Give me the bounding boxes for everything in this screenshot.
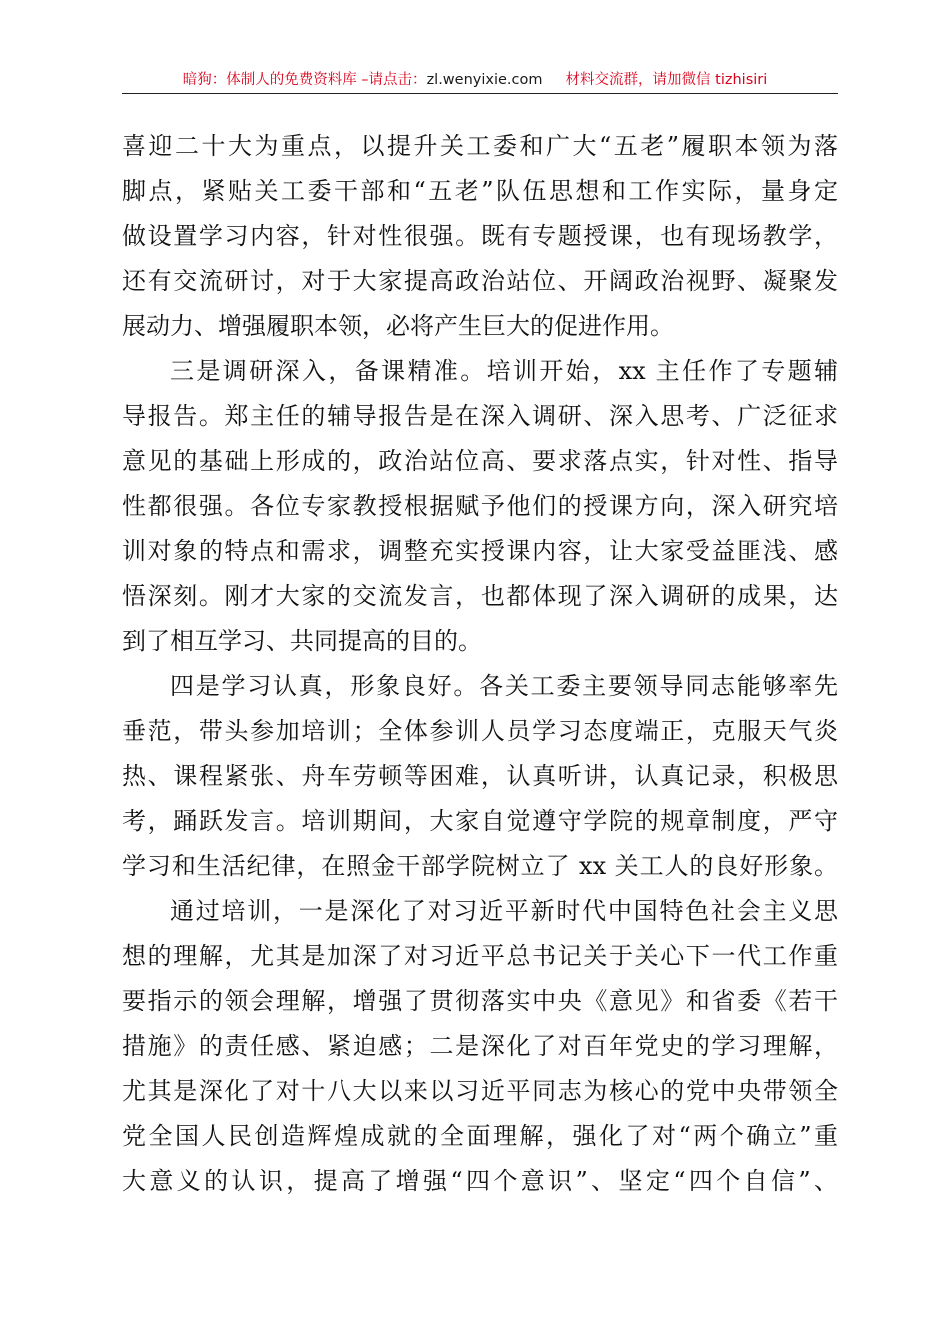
text-line: 垂范，带头参加培训；全体参训人员学习态度端正，克服天气炎 xyxy=(122,717,838,745)
page-header xyxy=(0,68,950,89)
header-contact: 材料交流群，请加微信 tizhisiri xyxy=(565,72,768,88)
text-line: 还有交流研讨，对于大家提高政治站位、开阔政治视野、凝聚发 xyxy=(122,267,838,295)
text-line: 学习和生活纪律，在照金干部学院树立了 xx 关工人的良好形象。 xyxy=(122,852,838,880)
text-line: 措施》的责任感、紧迫感；二是深化了对百年党史的学习理解， xyxy=(122,1032,838,1060)
text-line: 意见的基础上形成的，政治站位高、要求落点实，针对性、指导 xyxy=(122,447,838,475)
text-line: 想的理解，尤其是加深了对习近平总书记关于关心下一代工作重 xyxy=(122,942,838,970)
text-line: 热、课程紧张、舟车劳顿等困难，认真听讲，认真记录，积极思 xyxy=(122,762,838,790)
text-line: 通过培训，一是深化了对习近平新时代中国特色社会主义思 xyxy=(170,897,838,925)
header-divider xyxy=(122,93,838,94)
text-line: 展动力、增强履职本领，必将产生巨大的促进作用。 xyxy=(122,312,674,340)
text-line: 训对象的特点和需求，调整充实授课内容，让大家受益匪浅、感 xyxy=(122,537,838,565)
paragraph xyxy=(122,889,838,1204)
text-line: 考，踊跃发言。培训期间，大家自觉遵守学院的规章制度，严守 xyxy=(122,807,838,835)
paragraph xyxy=(122,124,838,349)
text-line: 脚点，紧贴关工委干部和“五老”队伍思想和工作实际，量身定 xyxy=(122,177,838,205)
text-line: 性都很强。各位专家教授根据赋予他们的授课方向，深入研究培 xyxy=(122,492,838,520)
text-line: 要指示的领会理解，增强了贯彻落实中央《意见》和省委《若干 xyxy=(122,987,838,1015)
text-line: 导报告。郑主任的辅导报告是在深入调研、深入思考、广泛征求 xyxy=(122,402,838,430)
text-line: 喜迎二十大为重点，以提升关工委和广大“五老”履职本领为落 xyxy=(122,132,838,160)
text-line: 三是调研深入，备课精准。培训开始，xx 主任作了专题辅 xyxy=(170,357,838,385)
text-line: 大意义的认识，提高了增强“四个意识”、坚定“四个自信”、 xyxy=(122,1167,838,1195)
text-line: 尤其是深化了对十八大以来以习近平同志为核心的党中央带领全 xyxy=(122,1077,838,1105)
header-brand: 暗狗：体制人的免费资料库 xyxy=(182,72,357,88)
text-line: 悟深刻。刚才大家的交流发言，也都体现了深入调研的成果，达 xyxy=(122,582,838,610)
text-line: 四是学习认真，形象良好。各关工委主要领导同志能够率先 xyxy=(170,672,838,700)
text-line: 党全国人民创造辉煌成就的全面理解，强化了对“两个确立”重 xyxy=(122,1122,838,1150)
paragraph xyxy=(122,664,838,889)
header-link[interactable]: zl.wenyixie.com xyxy=(426,72,543,88)
paragraph xyxy=(122,349,838,664)
document-body xyxy=(122,124,838,1204)
text-line: 做设置学习内容，针对性很强。既有专题授课，也有现场教学， xyxy=(122,222,838,250)
text-line: 到了相互学习、共同提高的目的。 xyxy=(122,627,482,655)
header-link-prefix: –请点击： xyxy=(356,72,427,88)
